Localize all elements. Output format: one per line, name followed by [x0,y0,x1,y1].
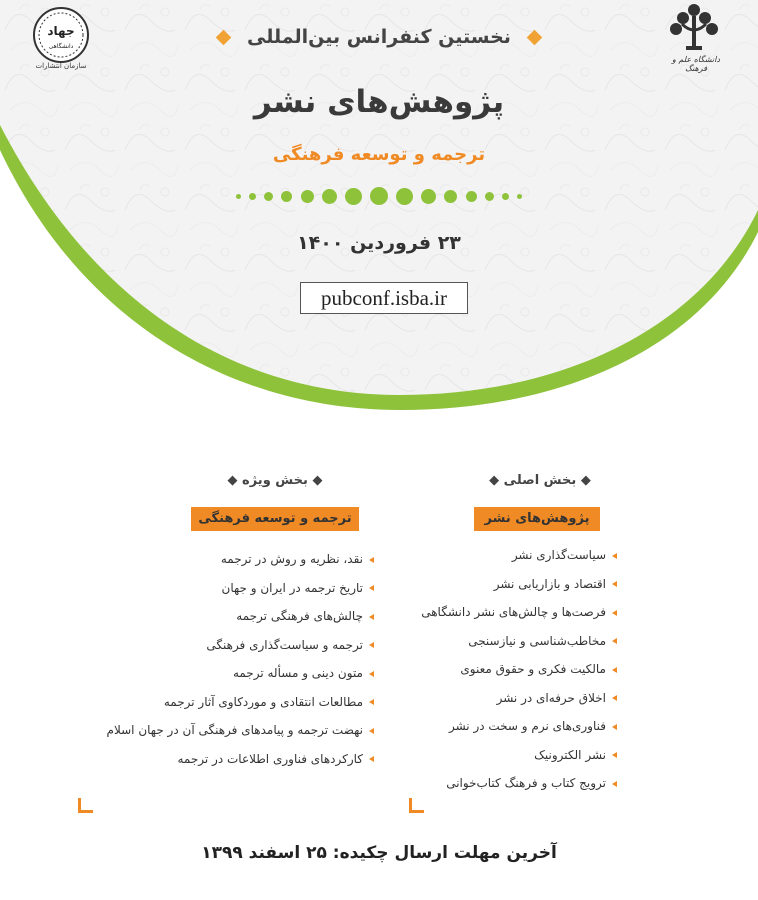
list-item: ترویج کتاب و فرهنگ کتاب‌خوانی [421,769,617,798]
list-item: چالش‌های فرهنگی ترجمه [107,602,374,631]
triangle-bullet-icon [369,728,374,734]
list-item: نشر الکترونیک [421,741,617,770]
triangle-bullet-icon [369,699,374,705]
triangle-bullet-icon [612,553,617,559]
diamond-icon [216,30,232,46]
bullet-icon: ◆ [227,473,243,488]
triangle-bullet-icon [612,781,617,787]
submission-deadline: آخرین مهلت ارسال چکیده: ۲۵ اسفند ۱۳۹۹ [201,843,557,863]
list-item: تاریخ ترجمه در ایران و جهان [107,574,374,603]
triangle-bullet-icon [612,724,617,730]
triangle-bullet-icon [369,671,374,677]
triangle-bullet-icon [612,610,617,616]
list-item: مالکیت فکری و حقوق معنوی [421,655,617,684]
diamond-icon [527,30,543,46]
list-item: کارکردهای فناوری اطلاعات در ترجمه [107,745,374,774]
special-topics-list [107,545,374,773]
list-item: فرصت‌ها و چالش‌های نشر دانشگاهی [421,598,617,627]
dot-divider [236,186,522,206]
main-topics-list [421,541,617,798]
bullet-icon: ◆ [576,473,591,488]
subtitle: ترجمه و توسعه فرهنگی [272,144,486,165]
left-logo-caption: سازمان انتشارات [35,62,87,70]
triangle-bullet-icon [612,581,617,587]
triangle-bullet-icon [612,695,617,701]
main-section-heading-text: بخش اصلی [503,473,577,488]
list-item: نقد، نظریه و روش در ترجمه [107,545,374,574]
corner-decoration [409,798,424,813]
bullet-icon: ◆ [307,473,323,488]
list-item: ترجمه و سیاست‌گذاری فرهنگی [107,631,374,660]
list-item: اخلاق حرفه‌ای در نشر [421,684,617,713]
jahad-logo-subtext: دانشگاهی [48,43,74,50]
triangle-bullet-icon [369,642,374,648]
main-title: پژوهش‌های نشر [253,84,505,120]
list-item: نهضت ترجمه و پیامدهای فرهنگی آن در جهان اسلام [107,716,374,745]
jahad-logo-text: جهاد [47,24,75,38]
right-logo-caption: دانشگاه علم و فرهنگ [672,55,720,73]
triangle-bullet-icon [612,752,617,758]
conference-line-text: نخستین کنفرانس بین‌المللی [247,26,511,48]
triangle-bullet-icon [612,638,617,644]
triangle-bullet-icon [612,667,617,673]
list-item: مخاطب‌شناسی و نیازسنجی [421,627,617,656]
list-item: متون دینی و مسأله ترجمه [107,659,374,688]
header [0,0,758,410]
special-section-heading-text: بخش ویژه [242,473,308,488]
triangle-bullet-icon [369,614,374,620]
bullet-icon: ◆ [489,473,504,488]
main-section-heading [470,473,610,488]
corner-decoration [78,798,93,813]
list-item: سیاست‌گذاری نشر [421,541,617,570]
list-item: فناوری‌های نرم و سخت در نشر [421,712,617,741]
special-section-heading [205,473,345,488]
conference-line [0,26,758,48]
list-item: اقتصاد و بازاریابی نشر [421,570,617,599]
conference-date: ۲۳ فروردین ۱۴۰۰ [297,232,461,254]
website-url[interactable]: pubconf.isba.ir [300,282,468,314]
triangle-bullet-icon [369,557,374,563]
special-section-pill: ترجمه و توسعه فرهنگی [191,507,359,531]
triangle-bullet-icon [369,585,374,591]
list-item: مطالعات انتقادی و موردکاوی آثار ترجمه [107,688,374,717]
triangle-bullet-icon [369,756,374,762]
main-section-pill: پژوهش‌های نشر [474,507,600,531]
